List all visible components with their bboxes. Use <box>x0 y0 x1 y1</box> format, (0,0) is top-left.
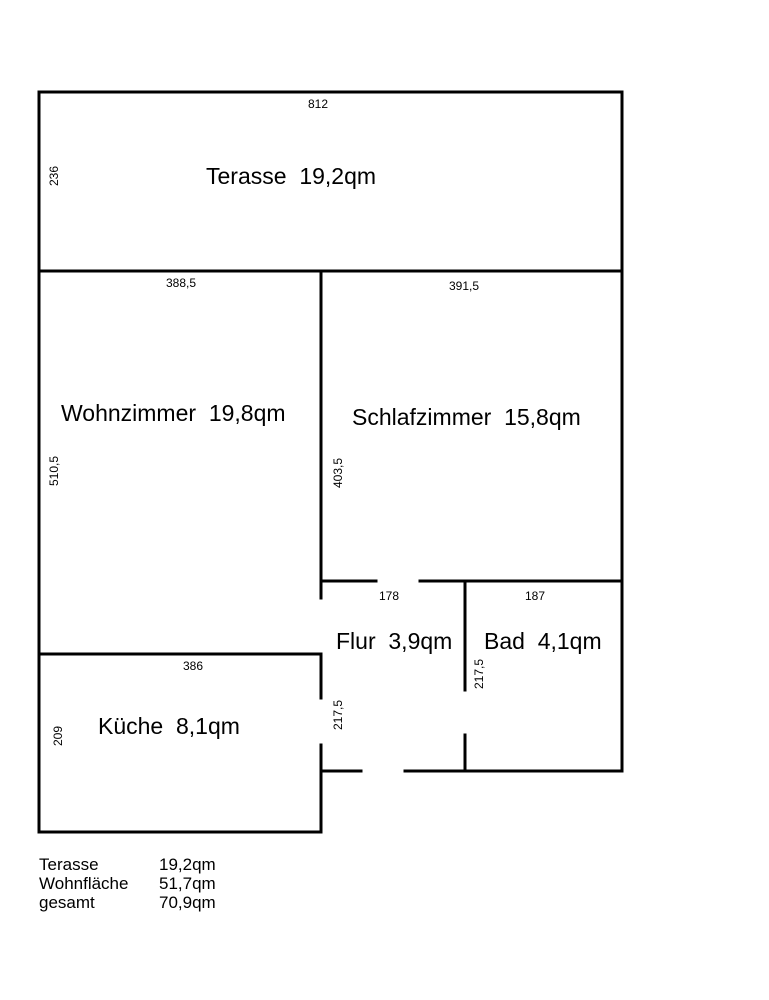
summary-row <box>39 893 229 912</box>
terrace-label: Terasse 19,2qm <box>206 163 377 189</box>
area-summary <box>39 855 229 912</box>
summary-value: 51,7qm <box>159 874 216 893</box>
summary-label: Terasse <box>39 855 99 874</box>
hall-label: Flur 3,9qm <box>336 628 453 654</box>
kitchen-label: Küche 8,1qm <box>98 713 240 739</box>
hall-depth-dim: 217,5 <box>331 699 345 730</box>
summary-label: Wohnfläche <box>39 874 129 893</box>
terrace-width-dim: 812 <box>308 97 329 111</box>
kitchen-width-dim: 386 <box>183 659 204 673</box>
living-room-label: Wohnzimmer 19,8qm <box>61 400 286 426</box>
hall-width-dim: 178 <box>379 589 400 603</box>
terrace-depth-dim: 236 <box>47 165 61 186</box>
summary-row <box>39 855 229 874</box>
summary-row <box>39 874 229 893</box>
bedroom-width-dim: 391,5 <box>449 279 480 293</box>
bath-width-dim: 187 <box>525 589 546 603</box>
bath-depth-dim: 217,5 <box>472 658 486 689</box>
summary-value: 19,2qm <box>159 855 216 874</box>
bedroom-depth-dim: 403,5 <box>331 457 345 488</box>
kitchen-depth-dim: 209 <box>51 725 65 746</box>
living-depth-dim: 510,5 <box>47 455 61 486</box>
bath-label: Bad 4,1qm <box>484 628 602 654</box>
living-width-dim: 388,5 <box>166 276 197 290</box>
bedroom-label: Schlafzimmer 15,8qm <box>352 404 581 430</box>
summary-label: gesamt <box>39 893 95 912</box>
summary-value: 70,9qm <box>159 893 216 912</box>
